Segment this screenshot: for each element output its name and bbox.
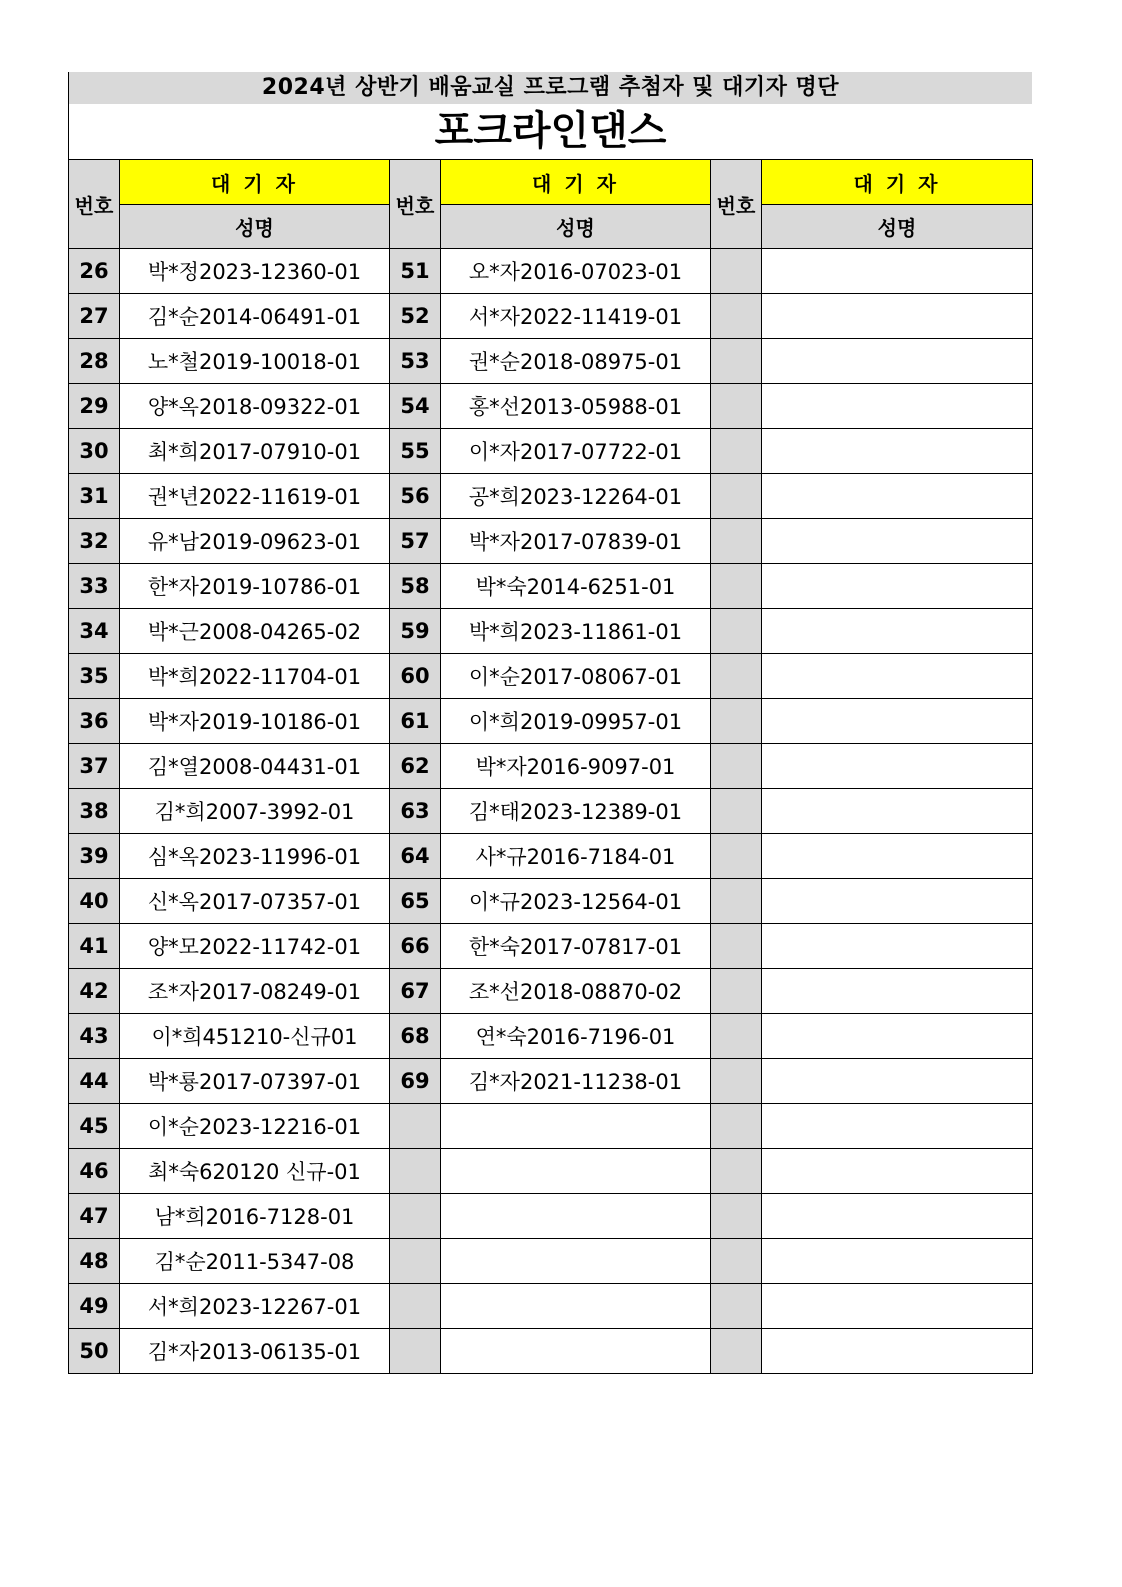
applicant-name [762,1104,1033,1149]
row-number: 33 [69,564,120,609]
row-number: 35 [69,654,120,699]
row-number: 28 [69,339,120,384]
applicant-name: 이*희451210-신규01 [120,1014,390,1059]
row-number: 65 [390,879,441,924]
applicant-name: 박*자2017-07839-01 [441,519,711,564]
row-number: 45 [69,1104,120,1149]
row-number [711,1194,762,1239]
row-number [390,1239,441,1284]
row-number: 61 [390,699,441,744]
table-row [69,339,1033,384]
applicant-name [441,1329,711,1374]
page-title: 포크라인댄스 [68,104,1032,159]
table-row [69,609,1033,654]
applicant-name: 남*희2016-7128-01 [120,1194,390,1239]
applicant-name [762,564,1033,609]
applicant-name: 박*자2016-9097-01 [441,744,711,789]
applicant-name: 이*순2017-08067-01 [441,654,711,699]
row-number: 57 [390,519,441,564]
applicant-name [762,924,1033,969]
applicant-name: 김*순2011-5347-08 [120,1239,390,1284]
row-number [711,744,762,789]
table-row [69,1149,1033,1194]
applicant-name [762,744,1033,789]
table-row [69,1194,1033,1239]
applicant-name [441,1149,711,1194]
applicant-name [762,339,1033,384]
row-number: 42 [69,969,120,1014]
applicant-name: 김*자2021-11238-01 [441,1059,711,1104]
row-number: 60 [390,654,441,699]
row-number [711,699,762,744]
table-row [69,384,1033,429]
table-row [69,744,1033,789]
row-number: 52 [390,294,441,339]
applicant-name: 조*선2018-08870-02 [441,969,711,1014]
row-number: 53 [390,339,441,384]
roster-sheet [68,72,1032,1374]
row-number [711,384,762,429]
row-number [711,879,762,924]
row-number [711,429,762,474]
row-number: 63 [390,789,441,834]
row-number: 68 [390,1014,441,1059]
row-number: 47 [69,1194,120,1239]
applicant-name: 김*열2008-04431-01 [120,744,390,789]
row-number: 44 [69,1059,120,1104]
row-number [711,249,762,294]
row-number [390,1104,441,1149]
applicant-name [441,1104,711,1149]
row-number: 56 [390,474,441,519]
applicant-name: 조*자2017-08249-01 [120,969,390,1014]
row-number: 62 [390,744,441,789]
applicant-name: 한*자2019-10786-01 [120,564,390,609]
row-number: 37 [69,744,120,789]
table-row [69,1059,1033,1104]
table-row [69,474,1033,519]
table-row [69,1284,1033,1329]
row-number: 41 [69,924,120,969]
applicant-name [762,1014,1033,1059]
applicant-name: 오*자2016-07023-01 [441,249,711,294]
table-row [69,1014,1033,1059]
table-row [69,1104,1033,1149]
applicant-name: 김*순2014-06491-01 [120,294,390,339]
row-number: 50 [69,1329,120,1374]
applicant-name [762,879,1033,924]
applicant-name: 유*남2019-09623-01 [120,519,390,564]
row-number: 64 [390,834,441,879]
applicant-name: 이*희2019-09957-01 [441,699,711,744]
table-row [69,924,1033,969]
applicant-name: 박*자2019-10186-01 [120,699,390,744]
applicant-name [762,519,1033,564]
applicant-name: 박*희2022-11704-01 [120,654,390,699]
row-number [711,969,762,1014]
col-header-number-1: 번호 [69,160,120,249]
table-row [69,519,1033,564]
row-number [711,564,762,609]
applicant-name: 신*옥2017-07357-01 [120,879,390,924]
row-number: 26 [69,249,120,294]
applicant-name: 최*숙620120 신규-01 [120,1149,390,1194]
applicant-name [762,789,1033,834]
row-number: 43 [69,1014,120,1059]
col-header-name-3: 성명 [762,205,1033,249]
row-number: 46 [69,1149,120,1194]
applicant-name: 박*희2023-11861-01 [441,609,711,654]
applicant-name [762,1059,1033,1104]
applicant-name [762,654,1033,699]
applicant-name [762,1329,1033,1374]
applicant-name [441,1239,711,1284]
row-number [390,1194,441,1239]
applicant-name [762,1239,1033,1284]
row-number: 36 [69,699,120,744]
applicant-name: 박*정2023-12360-01 [120,249,390,294]
applicant-name: 김*자2013-06135-01 [120,1329,390,1374]
row-number [711,294,762,339]
applicant-name: 노*철2019-10018-01 [120,339,390,384]
waitlist-table [68,159,1033,1374]
table-row [69,969,1033,1014]
row-number: 49 [69,1284,120,1329]
col-header-waitlist-1: 대 기 자 [120,160,390,205]
row-number: 40 [69,879,120,924]
table-row [69,294,1033,339]
applicant-name: 김*희2007-3992-01 [120,789,390,834]
row-number [711,924,762,969]
row-number: 59 [390,609,441,654]
row-number: 32 [69,519,120,564]
row-number [711,1149,762,1194]
applicant-name: 박*근2008-04265-02 [120,609,390,654]
row-number [711,339,762,384]
applicant-name [762,699,1033,744]
col-header-number-2: 번호 [390,160,441,249]
applicant-name: 양*옥2018-09322-01 [120,384,390,429]
row-number: 30 [69,429,120,474]
row-number [390,1284,441,1329]
applicant-name [762,1149,1033,1194]
applicant-name: 서*자2022-11419-01 [441,294,711,339]
applicant-name: 심*옥2023-11996-01 [120,834,390,879]
applicant-name: 박*룡2017-07397-01 [120,1059,390,1104]
applicant-name: 이*규2023-12564-01 [441,879,711,924]
table-row [69,789,1033,834]
applicant-name: 이*자2017-07722-01 [441,429,711,474]
row-number: 38 [69,789,120,834]
row-number: 31 [69,474,120,519]
applicant-name [762,969,1033,1014]
table-row [69,1239,1033,1284]
col-header-waitlist-3: 대 기 자 [762,160,1033,205]
row-number: 54 [390,384,441,429]
applicant-name: 연*숙2016-7196-01 [441,1014,711,1059]
row-number [711,1329,762,1374]
applicant-name: 홍*선2013-05988-01 [441,384,711,429]
row-number [711,1239,762,1284]
applicant-name [762,384,1033,429]
applicant-name: 김*태2023-12389-01 [441,789,711,834]
row-number: 67 [390,969,441,1014]
applicant-name: 권*년2022-11619-01 [120,474,390,519]
table-row [69,1329,1033,1374]
row-number [711,519,762,564]
row-number: 55 [390,429,441,474]
row-number [711,1284,762,1329]
row-number [711,834,762,879]
applicant-name [762,609,1033,654]
applicant-name [762,1284,1033,1329]
applicant-name [762,249,1033,294]
row-number [711,474,762,519]
table-row [69,654,1033,699]
table-row [69,429,1033,474]
col-header-waitlist-2: 대 기 자 [441,160,711,205]
applicant-name [762,429,1033,474]
applicant-name [762,834,1033,879]
row-number [711,609,762,654]
row-number: 29 [69,384,120,429]
applicant-name: 한*숙2017-07817-01 [441,924,711,969]
applicant-name: 서*희2023-12267-01 [120,1284,390,1329]
col-header-name-1: 성명 [120,205,390,249]
row-number [390,1329,441,1374]
row-number: 69 [390,1059,441,1104]
row-number [390,1149,441,1194]
row-number: 27 [69,294,120,339]
applicant-name [762,474,1033,519]
applicant-name: 사*규2016-7184-01 [441,834,711,879]
applicant-name [762,1194,1033,1239]
applicant-name [441,1284,711,1329]
col-header-number-3: 번호 [711,160,762,249]
col-header-name-2: 성명 [441,205,711,249]
row-number: 58 [390,564,441,609]
row-number: 34 [69,609,120,654]
table-row [69,564,1033,609]
row-number [711,789,762,834]
table-row [69,249,1033,294]
applicant-name: 공*희2023-12264-01 [441,474,711,519]
applicant-name [441,1194,711,1239]
applicant-name: 권*순2018-08975-01 [441,339,711,384]
applicant-name: 최*희2017-07910-01 [120,429,390,474]
row-number [711,1059,762,1104]
row-number: 66 [390,924,441,969]
applicant-name: 양*모2022-11742-01 [120,924,390,969]
table-row [69,699,1033,744]
row-number [711,1104,762,1149]
row-number: 48 [69,1239,120,1284]
applicant-name [762,294,1033,339]
row-number [711,1014,762,1059]
table-row [69,834,1033,879]
table-body [69,249,1033,1374]
row-number [711,654,762,699]
table-row [69,879,1033,924]
row-number: 51 [390,249,441,294]
applicant-name: 박*숙2014-6251-01 [441,564,711,609]
row-number: 39 [69,834,120,879]
applicant-name: 이*순2023-12216-01 [120,1104,390,1149]
document-subtitle: 2024년 상반기 배움교실 프로그램 추첨자 및 대기자 명단 [68,72,1032,104]
